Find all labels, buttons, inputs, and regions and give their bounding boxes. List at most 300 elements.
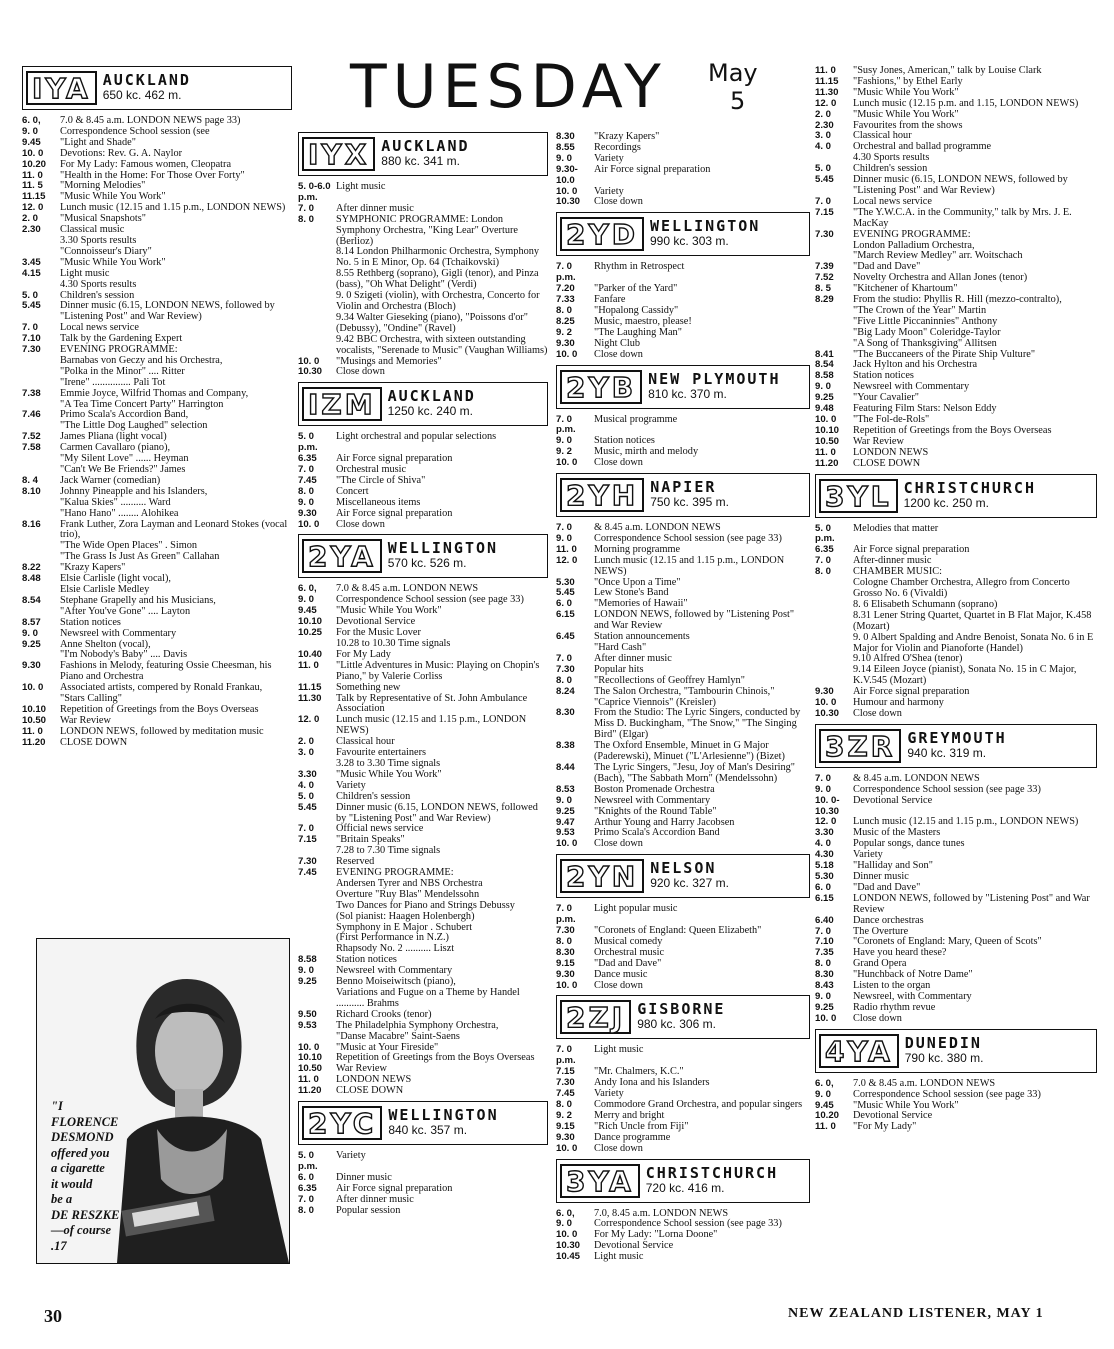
station-header (556, 473, 810, 517)
schedule-entry (298, 509, 548, 520)
entry-time: 6. 0, (556, 1207, 575, 1219)
entry-time: 8. 0 (556, 1099, 573, 1110)
entry-time: 2.30 (815, 119, 834, 131)
schedule-entry (556, 262, 810, 284)
entry-programme: Light orchestral and popular selections (336, 431, 497, 443)
station-logo: 2YH (560, 478, 644, 512)
station-city: CHRISTCHURCH (903, 478, 1036, 497)
entry-programme: War Review (853, 435, 904, 447)
entry-programme: Popular session (336, 1204, 401, 1216)
entry-time: 6. 0, (815, 1077, 834, 1089)
entry-time: 8.25 (556, 315, 575, 327)
entry-time: 3. 0 (298, 747, 315, 759)
station-frequency: 980 kc. 306 m. (637, 1017, 716, 1032)
entry-programme: 7.0 & 8.45 a.m. LONDON NEWS (853, 1077, 996, 1089)
entry-time: 11. 0 (22, 725, 43, 737)
entry-time: 8. 5 (815, 283, 832, 295)
entry-programme: Lunch music (12.15 and 1.15 p.m., LONDON NEWS) (336, 714, 529, 737)
entry-time: 7. 0 (298, 464, 315, 476)
station-logo: 3YA (560, 1164, 640, 1198)
entry-time: 9. 0 (815, 1088, 832, 1100)
entry-time: 10. 0 (556, 1229, 578, 1241)
station-logo: 4YA (819, 1034, 899, 1068)
schedule-entry (815, 295, 1097, 350)
entry-time: 10.20 (815, 1110, 840, 1122)
entry-programme: Elsie Carlisle (light vocal), Elsie Carlisle Medley (60, 573, 171, 595)
entry-time: 10. 0 (815, 414, 837, 425)
schedule-entry (298, 1195, 548, 1206)
station-frequency: 840 kc. 357 m. (388, 1123, 468, 1138)
schedule-list (815, 774, 1097, 1025)
entry-time: 8. 0 (815, 566, 832, 578)
entry-programme: Arthur Young and Harry Jacobsen (594, 816, 735, 828)
entry-time: 7. 0 (815, 925, 832, 937)
entry-programme: Local news service (60, 322, 139, 334)
schedule-entry (298, 835, 548, 857)
entry-programme: Close down (594, 979, 643, 991)
entry-time: 11.20 (298, 1085, 322, 1097)
station-header (815, 474, 1097, 518)
entry-programme: After-dinner music (853, 555, 932, 567)
entry-programme: "Susy Jones, American," talk by Louise Clark (853, 65, 1042, 76)
station-logo: 2YD (560, 217, 644, 251)
station-frequency: 920 kc. 327 m. (650, 876, 729, 891)
entry-time: 9.30 (556, 337, 575, 349)
schedule-entry (556, 970, 810, 981)
schedule-entry (298, 628, 548, 650)
advert-line: .17 (51, 1238, 67, 1253)
entry-programme: Johnny Pineapple and his Islanders, "Kalua Skies" .......... Ward "Hano Hano" ........ Alohikea (60, 485, 208, 519)
entry-time: 9.30 (298, 507, 317, 519)
entry-programme: Classical hour (336, 736, 395, 748)
entry-time: 10.30 (815, 707, 840, 719)
entry-time: 11. 5 (22, 180, 43, 192)
entry-time: 9. 0 (22, 627, 39, 639)
station-logo: 3YL (819, 479, 898, 513)
entry-programme: The Lyric Singers, "Jesu, Joy of Man's Desiring" (Bach), "The Sabbath Morn" (Mendelssohn) (594, 761, 798, 784)
schedule-entry (22, 738, 292, 749)
schedule-entry (298, 748, 548, 770)
schedule-list (556, 415, 810, 470)
entry-programme: "Music While You Work" (853, 1099, 959, 1111)
entry-time: 9.30 (556, 968, 575, 980)
entry-programme: For the Music Lover 10.28 to 10.30 Time signals (336, 627, 451, 649)
schedule-entry (556, 610, 810, 632)
entry-time: 7. 0 (298, 202, 315, 214)
entry-time: 10.10 (815, 424, 840, 436)
entry-time: 10.50 (22, 714, 47, 726)
schedule-entry (22, 683, 292, 705)
schedule-entry (815, 142, 1097, 164)
station-city: WELLINGTON (650, 217, 761, 236)
entry-time: 6. 0 (815, 881, 832, 893)
entry-programme: Boston Promenade Orchestra (594, 783, 715, 795)
entry-programme: Newsreel, with Commentary (853, 990, 972, 1002)
entry-programme: Popular songs, dance tunes (853, 838, 965, 850)
entry-programme: CHAMBER MUSIC: Cologne Chamber Orchestra, Allegro from Concerto Grosso No. 6 (Vivaldi) 8. 6 Elisabeth Schumann (soprano) 8.31 Lener String Quartet, Quartet in B Flat Major, K.458 (Mozart) 9. 0 Albert Spalding and Andre Benoist, Sonata No. 6 in E Major for Violin and Pianoforte (Handel) 9.10 Alfred O'Shea (tenor) 9.14 Eileen Joyce (pianist), Sonata No. 15 in C Major, K.V.545 (Mozart) (853, 566, 1094, 687)
entry-programme: Musical comedy (594, 935, 663, 947)
schedule-entry (556, 796, 810, 807)
entry-time: 7. 0 (815, 772, 832, 784)
entry-programme: "The Y.W.C.A. in the Community," talk by Mrs. J. E. MacKay (853, 206, 1075, 229)
entry-programme: Jack Hylton and his Orchestra (853, 359, 978, 371)
entry-programme: EVENING PROGRAMME: London Palladium Orchestra, "March Review Medley" arr. Woitschach (853, 228, 1023, 262)
entry-programme: Variety (594, 152, 624, 164)
entry-time: 8.38 (556, 740, 575, 752)
entry-time: 9.30 (22, 660, 41, 672)
entry-programme: Children's session (853, 163, 928, 175)
entry-programme: The Philadelphia Symphony Orchestra, "Danse Macabre" Saint-Saens (336, 1019, 499, 1042)
entry-programme: Newsreel with Commentary (60, 627, 177, 639)
entry-time: 11.30 (298, 692, 322, 704)
entry-time: 8. 0 (556, 674, 573, 686)
entry-programme: SYMPHONIC PROGRAMME: London Symphony Orchestra, "King Lear" Overture (Berlioz) 8.14 London Philharmonic Orchestra, Symphony No. 5 in E Minor, Op. 64 (Tchaikovski) 8.55 Rethberg (soprano), Gigli (tenor), and Pinza (bass), "Oh What Delight" (Verdi) 9. 0 Szigeti (violin), with Orchestra, Concerto for Violin and Orchestra (Bloch) 9.34 Walter Gieseking (piano), "Poissons d'or" (Debussy), "Ondine" (Ravel) 9.42 BBC Orchestra, with sixteen outstanding vocalists, "Serenade to Music" (Vaughan Williams) (336, 213, 548, 356)
entry-programme: Miscellaneous items (336, 496, 421, 508)
entry-programme: Variety (336, 1150, 366, 1162)
entry-time: 8. 0 (298, 485, 315, 497)
schedule-entry (22, 389, 292, 411)
station-logo: 3ZR (819, 729, 901, 763)
entry-time: 7.58 (22, 442, 41, 454)
station-city: NAPIER (650, 478, 717, 497)
advert-line: DESMOND (51, 1130, 114, 1144)
entry-time: 9.30 (815, 686, 834, 698)
entry-programme: "Knights of the Round Table" (594, 805, 717, 817)
station-logo: 2YN (560, 859, 644, 893)
entry-programme: Close down (853, 1012, 902, 1024)
schedule-entry (22, 520, 292, 564)
entry-time: 10. 0 (556, 979, 578, 991)
entry-time: 10.25 (298, 627, 323, 639)
entry-time: 6.35 (298, 453, 317, 465)
schedule-list (556, 904, 810, 991)
station-header (556, 365, 810, 409)
entry-programme: Dinner music (6.15, LONDON NEWS, followed by "Listening Post" and War Review) (336, 801, 541, 824)
entry-time: 11.20 (22, 736, 46, 748)
entry-time: 9. 0 (556, 794, 573, 806)
schedule-list (298, 1151, 548, 1216)
entry-time: 10.30 (556, 196, 581, 208)
schedule-entry (22, 618, 292, 629)
station-city: NEW PLYMOUTH (648, 369, 781, 388)
entry-programme: Close down (853, 707, 902, 719)
entry-programme: Correspondence School session (see (60, 125, 210, 137)
entry-programme: Light music (594, 1251, 644, 1263)
schedule-entry (298, 1151, 548, 1173)
entry-programme: Frank Luther, Zora Layman and Leonard Stokes (vocal trio), "The Wide Open Places" . Simon "The Grass Is Just As Green" Callahan (60, 518, 288, 563)
entry-programme: Dinner music (336, 1171, 392, 1183)
entry-programme: War Review (336, 1063, 387, 1075)
date-number: 5 (730, 87, 746, 115)
entry-time: 9.45 (815, 1099, 834, 1111)
entry-programme: Classical music 3.30 Sports results "Connoisseur's Diary" (60, 224, 152, 257)
entry-programme: Benno Moiseiwitsch (piano), Variations and Fugue on a Theme by Handel ........... Brahms (336, 976, 520, 1009)
entry-programme: Lunch music (12.15 and 1.15 p.m., LONDON NEWS) (60, 202, 286, 214)
schedule-entry (556, 904, 810, 926)
entry-time: 10. 0 (22, 147, 44, 159)
station-2ya (298, 534, 548, 1097)
entry-programme: Commodore Grand Orchestra, and popular singers (594, 1099, 803, 1110)
entry-time: 12. 0 (815, 97, 837, 109)
entry-time: 11. 0 (815, 446, 836, 458)
entry-time: 9.25 (22, 638, 41, 650)
schedule-entry (556, 350, 810, 361)
entry-programme: Newsreel with Commentary (594, 794, 711, 806)
entry-programme: Morning programme (594, 543, 681, 555)
entry-programme: Grand Opera (853, 958, 907, 970)
schedule-entry (22, 225, 292, 258)
entry-programme: Light popular music (594, 903, 678, 915)
entry-programme: James Pliana (light vocal) (60, 431, 167, 443)
entry-programme: From the Studio: The Lyric Singers, conducted by Miss D. Buckingham, "The Snow," "The Singing Bird" (Elgar) (594, 707, 803, 741)
schedule-entry (22, 269, 292, 291)
entry-time: 10.40 (298, 648, 323, 660)
column-4 (815, 66, 1097, 1133)
entry-time: 7.15 (556, 1066, 575, 1078)
entry-programme: Orchestral music (594, 946, 665, 958)
entry-programme: Variety (594, 185, 624, 197)
entry-time: 11.15 (22, 191, 46, 203)
entry-programme: Lew Stone's Band (594, 587, 669, 599)
column-2 (298, 128, 548, 1217)
entry-time: 8.54 (22, 594, 41, 606)
entry-time: 7. 0 (298, 823, 315, 835)
entry-programme: Station notices (60, 616, 121, 628)
entry-programme: "Fashions," by Ethel Early (853, 75, 963, 87)
entry-time: 8.55 (556, 141, 575, 153)
entry-time: 9.53 (298, 1019, 317, 1031)
station-1zm (298, 382, 548, 530)
entry-programme: "Music While You Work" (60, 191, 166, 203)
advert-line: "I (51, 1099, 63, 1113)
entry-programme: After dinner music (594, 652, 672, 664)
entry-time: 8.58 (298, 954, 317, 966)
entry-programme: "Light and Shade" (60, 136, 136, 148)
column-1 (22, 62, 292, 749)
advert-line: —of course (51, 1223, 112, 1237)
station-header (815, 1029, 1097, 1073)
entry-time: 9.15 (556, 957, 575, 969)
entry-programme: "The Buccaneers of the Pirate Ship Vulture" (853, 348, 1036, 360)
entry-programme: Close down (594, 196, 643, 208)
station-header (22, 66, 292, 110)
entry-time: 9. 0 (556, 532, 573, 544)
entry-programme: "Once Upon a Time" (594, 576, 681, 588)
schedule-entry (22, 410, 292, 432)
entry-time: 9. 0 (298, 965, 315, 977)
entry-time: 9.45 (22, 136, 41, 148)
entry-time: 7.30 (556, 1077, 575, 1089)
entry-time: 9.48 (815, 403, 834, 415)
entry-programme: "Dad and Dave" (853, 881, 921, 893)
station-city: DUNEDIN (904, 1033, 982, 1052)
schedule-entry (556, 556, 810, 578)
entry-time: 9.25 (815, 1001, 834, 1013)
schedule-entry (298, 803, 548, 825)
entry-time: 6. 0, (298, 583, 317, 595)
entry-time: 11. 0 (556, 543, 577, 555)
entry-time: 5. 0 (815, 163, 832, 175)
entry-programme: Correspondence School session (see page 33) (594, 1218, 782, 1230)
entry-time: 5. 0-6.0 p.m. (298, 181, 331, 203)
entry-programme: "Recollections of Geoffrey Hamlyn" (594, 674, 745, 686)
entry-time: 8.41 (815, 348, 834, 360)
schedule-entry (556, 708, 810, 741)
entry-time: 7. 0 (298, 1193, 315, 1205)
entry-programme: LONDON NEWS (336, 1074, 412, 1086)
station-logo: IZM (302, 387, 382, 421)
entry-time: 8.30 (556, 131, 575, 142)
station-2yc (298, 1101, 548, 1216)
entry-programme: "Hopalong Cassidy" (594, 304, 679, 316)
entry-programme: Carmen Cavallaro (piano), "My Silent Love" ...... Heyman "Can't We Be Friends?" James (60, 442, 189, 475)
entry-time: 8.44 (556, 761, 575, 773)
entry-programme: "Coronets of England: Queen Elizabeth" (594, 925, 762, 937)
entry-time: 10.30 (298, 366, 323, 378)
entry-time: 6.40 (815, 914, 834, 926)
entry-time: 9.50 (298, 1008, 317, 1020)
entry-time: 2. 0 (298, 736, 315, 748)
station-frequency: 790 kc. 380 m. (904, 1050, 984, 1065)
entry-time: 8.22 (22, 562, 41, 574)
station-frequency: 990 kc. 303 m. (650, 234, 729, 249)
entry-time: 9. 2 (556, 446, 573, 458)
entry-time: 6. 0 (556, 598, 573, 610)
entry-time: 9.25 (298, 976, 317, 988)
schedule-entry (22, 345, 292, 389)
entry-time: 9.45 (298, 605, 317, 617)
schedule-entry (815, 175, 1097, 197)
entry-time: 2.30 (22, 224, 41, 236)
entry-programme: Correspondence School session (see page 33) (853, 783, 1041, 795)
station-2yn (556, 854, 810, 991)
entry-time: 6.15 (815, 892, 834, 904)
station-1ya (22, 66, 292, 749)
entry-time: 10.20 (22, 158, 47, 170)
schedule-list (556, 1045, 810, 1154)
entry-programme: Talk by Representative of St. John Ambulance Association (336, 692, 530, 715)
entry-time: 7. 0 (815, 195, 832, 207)
entry-programme: CLOSE DOWN (853, 457, 921, 469)
entry-programme: Music of the Masters (853, 827, 941, 839)
schedule-list-continued (815, 66, 1097, 470)
entry-programme: Dinner music (6.15, LONDON NEWS, followed by "Listening Post" and War Review) (853, 174, 1071, 196)
entry-time: 5. 0 p.m. (298, 431, 318, 454)
entry-programme: Lunch music (12.15 and 1.15 p.m., LONDON NEWS) (594, 554, 787, 577)
station-2yb (556, 365, 810, 470)
station-3yl (815, 474, 1097, 720)
entry-time: 8.58 (815, 370, 834, 382)
entry-time: 10. 0 (815, 697, 837, 709)
entry-programme: Popular hits (594, 663, 644, 675)
entry-time: 10. 0 (556, 457, 578, 469)
entry-time: 7.33 (556, 294, 575, 306)
entry-programme: Lunch music (12.15 p.m. and 1.15, LONDON NEWS) (853, 97, 1079, 109)
station-2yd (556, 212, 810, 360)
entry-programme: "Coronets of England: Mary, Queen of Scots" (853, 936, 1042, 948)
station-4ya (815, 1029, 1097, 1134)
entry-programme: Orchestral and ballad programme 4.30 Sports results (853, 141, 992, 164)
entry-programme: "Morning Melodies" (60, 180, 146, 192)
entry-time: 4.30 (815, 849, 834, 861)
schedule-entry (298, 432, 548, 454)
entry-programme: Favourites from the shows (853, 119, 963, 131)
entry-programme: Classical hour (853, 130, 912, 142)
entry-time: 8. 0 (298, 213, 315, 225)
station-logo: 2ZJ (560, 1000, 631, 1034)
entry-programme: "Little Adventures in Music: Playing on Chopin's Piano," by Valerie Corliss (336, 659, 542, 682)
schedule-entry (815, 1014, 1097, 1025)
entry-programme: From the studio: Phyllis R. Hill (mezzo-contralto), "The Crown of the Year" Martin "Five Little Piccaninnies" Anthony "Big Lady Moon" Coleridge-Taylor "A Song of Thanksgiving" Allitsen (853, 294, 1062, 349)
entry-time: 10. 0 (556, 838, 578, 850)
entry-programme: "The Laughing Man" (594, 326, 682, 338)
entry-programme: Stephane Grapelly and his Musicians, "After You've Gone" .... Layton (60, 594, 216, 617)
entry-time: 6.35 (298, 1182, 317, 1194)
entry-programme: Richard Crooks (tenor) (336, 1008, 432, 1020)
entry-programme: Devotional Service (594, 1240, 674, 1252)
entry-time: 12. 0 (556, 554, 578, 566)
entry-programme: "Musical Snapshots" (60, 213, 146, 225)
entry-programme: Light music 4.30 Sports results (60, 267, 137, 290)
entry-programme: EVENING PROGRAMME: Andersen Tyrer and NBS Orchestra Overture "Ruy Blas" Mendelssohn Two Dances for Piano and Strings Debussy (Sol pianist: Haagen Holenbergh) Symphony in E Major . Schubert (First Performance in N.Z.) Rhapsody No. 2 .......... Liszt (336, 867, 515, 955)
entry-time: 3. 0 (815, 130, 832, 142)
entry-programme: Listen to the organ (853, 980, 931, 992)
entry-programme: Merry and bright (594, 1109, 665, 1121)
entry-time: 10.10 (298, 616, 323, 628)
station-frequency: 570 kc. 526 m. (387, 556, 467, 571)
entry-time: 5. 0 p.m. (815, 522, 835, 545)
entry-programme: Repetition of Greetings from the Boys Overseas (853, 424, 1052, 436)
advert-line: DE RESZKE (51, 1207, 120, 1222)
entry-programme: Devotional Service (853, 794, 933, 806)
schedule-entry (556, 1144, 810, 1155)
entry-programme: Repetition of Greetings from the Boys Overseas (336, 1052, 535, 1064)
entry-programme: "Music While You Work" (336, 768, 442, 780)
schedule-entry (815, 110, 1097, 121)
schedule-entry (298, 694, 548, 716)
entry-time: 10. 0 (556, 1142, 578, 1154)
entry-time: 11.15 (298, 681, 322, 693)
entry-programme: "For My Lady" (853, 1121, 917, 1133)
schedule-list-continued (556, 132, 810, 208)
schedule-entry (22, 160, 292, 171)
entry-programme: Variety (336, 779, 366, 791)
schedule-entry (298, 868, 548, 955)
schedule-list (556, 1209, 810, 1264)
entry-programme: Air Force signal preparation (336, 1182, 453, 1194)
entry-programme: "Hunchback of Notre Dame" (853, 969, 973, 981)
entry-time: 8.43 (815, 980, 834, 992)
entry-programme: Associated artists, compered by Ronald Frankau, "Stars Calling" (60, 682, 263, 705)
entry-programme: Anne Shelton (vocal), "I'm Nobody's Baby" .... Davis (60, 638, 188, 661)
schedule-entry (22, 596, 292, 618)
entry-time: 12. 0 (815, 816, 837, 828)
schedule-entry (556, 165, 810, 187)
entry-programme: Radio rhythm revue (853, 1001, 936, 1013)
entry-time: 8. 4 (22, 474, 39, 486)
entry-time: 7.15 (815, 206, 834, 218)
schedule-entry (815, 208, 1097, 230)
column-3 (556, 132, 810, 1263)
station-header (298, 1101, 548, 1145)
schedule-entry (815, 1079, 1097, 1090)
entry-programme: The Salon Orchestra, "Tambourin Chinois," "Caprice Viennois" (Kreisler) (594, 685, 777, 708)
schedule-entry (298, 792, 548, 803)
advert-line: be a (51, 1192, 73, 1206)
entry-programme: Lunch music (12.15 and 1.15 p.m., LONDON NEWS) (853, 816, 1079, 828)
entry-programme: Close down (594, 457, 643, 469)
entry-time: 11. 0 (815, 65, 836, 76)
